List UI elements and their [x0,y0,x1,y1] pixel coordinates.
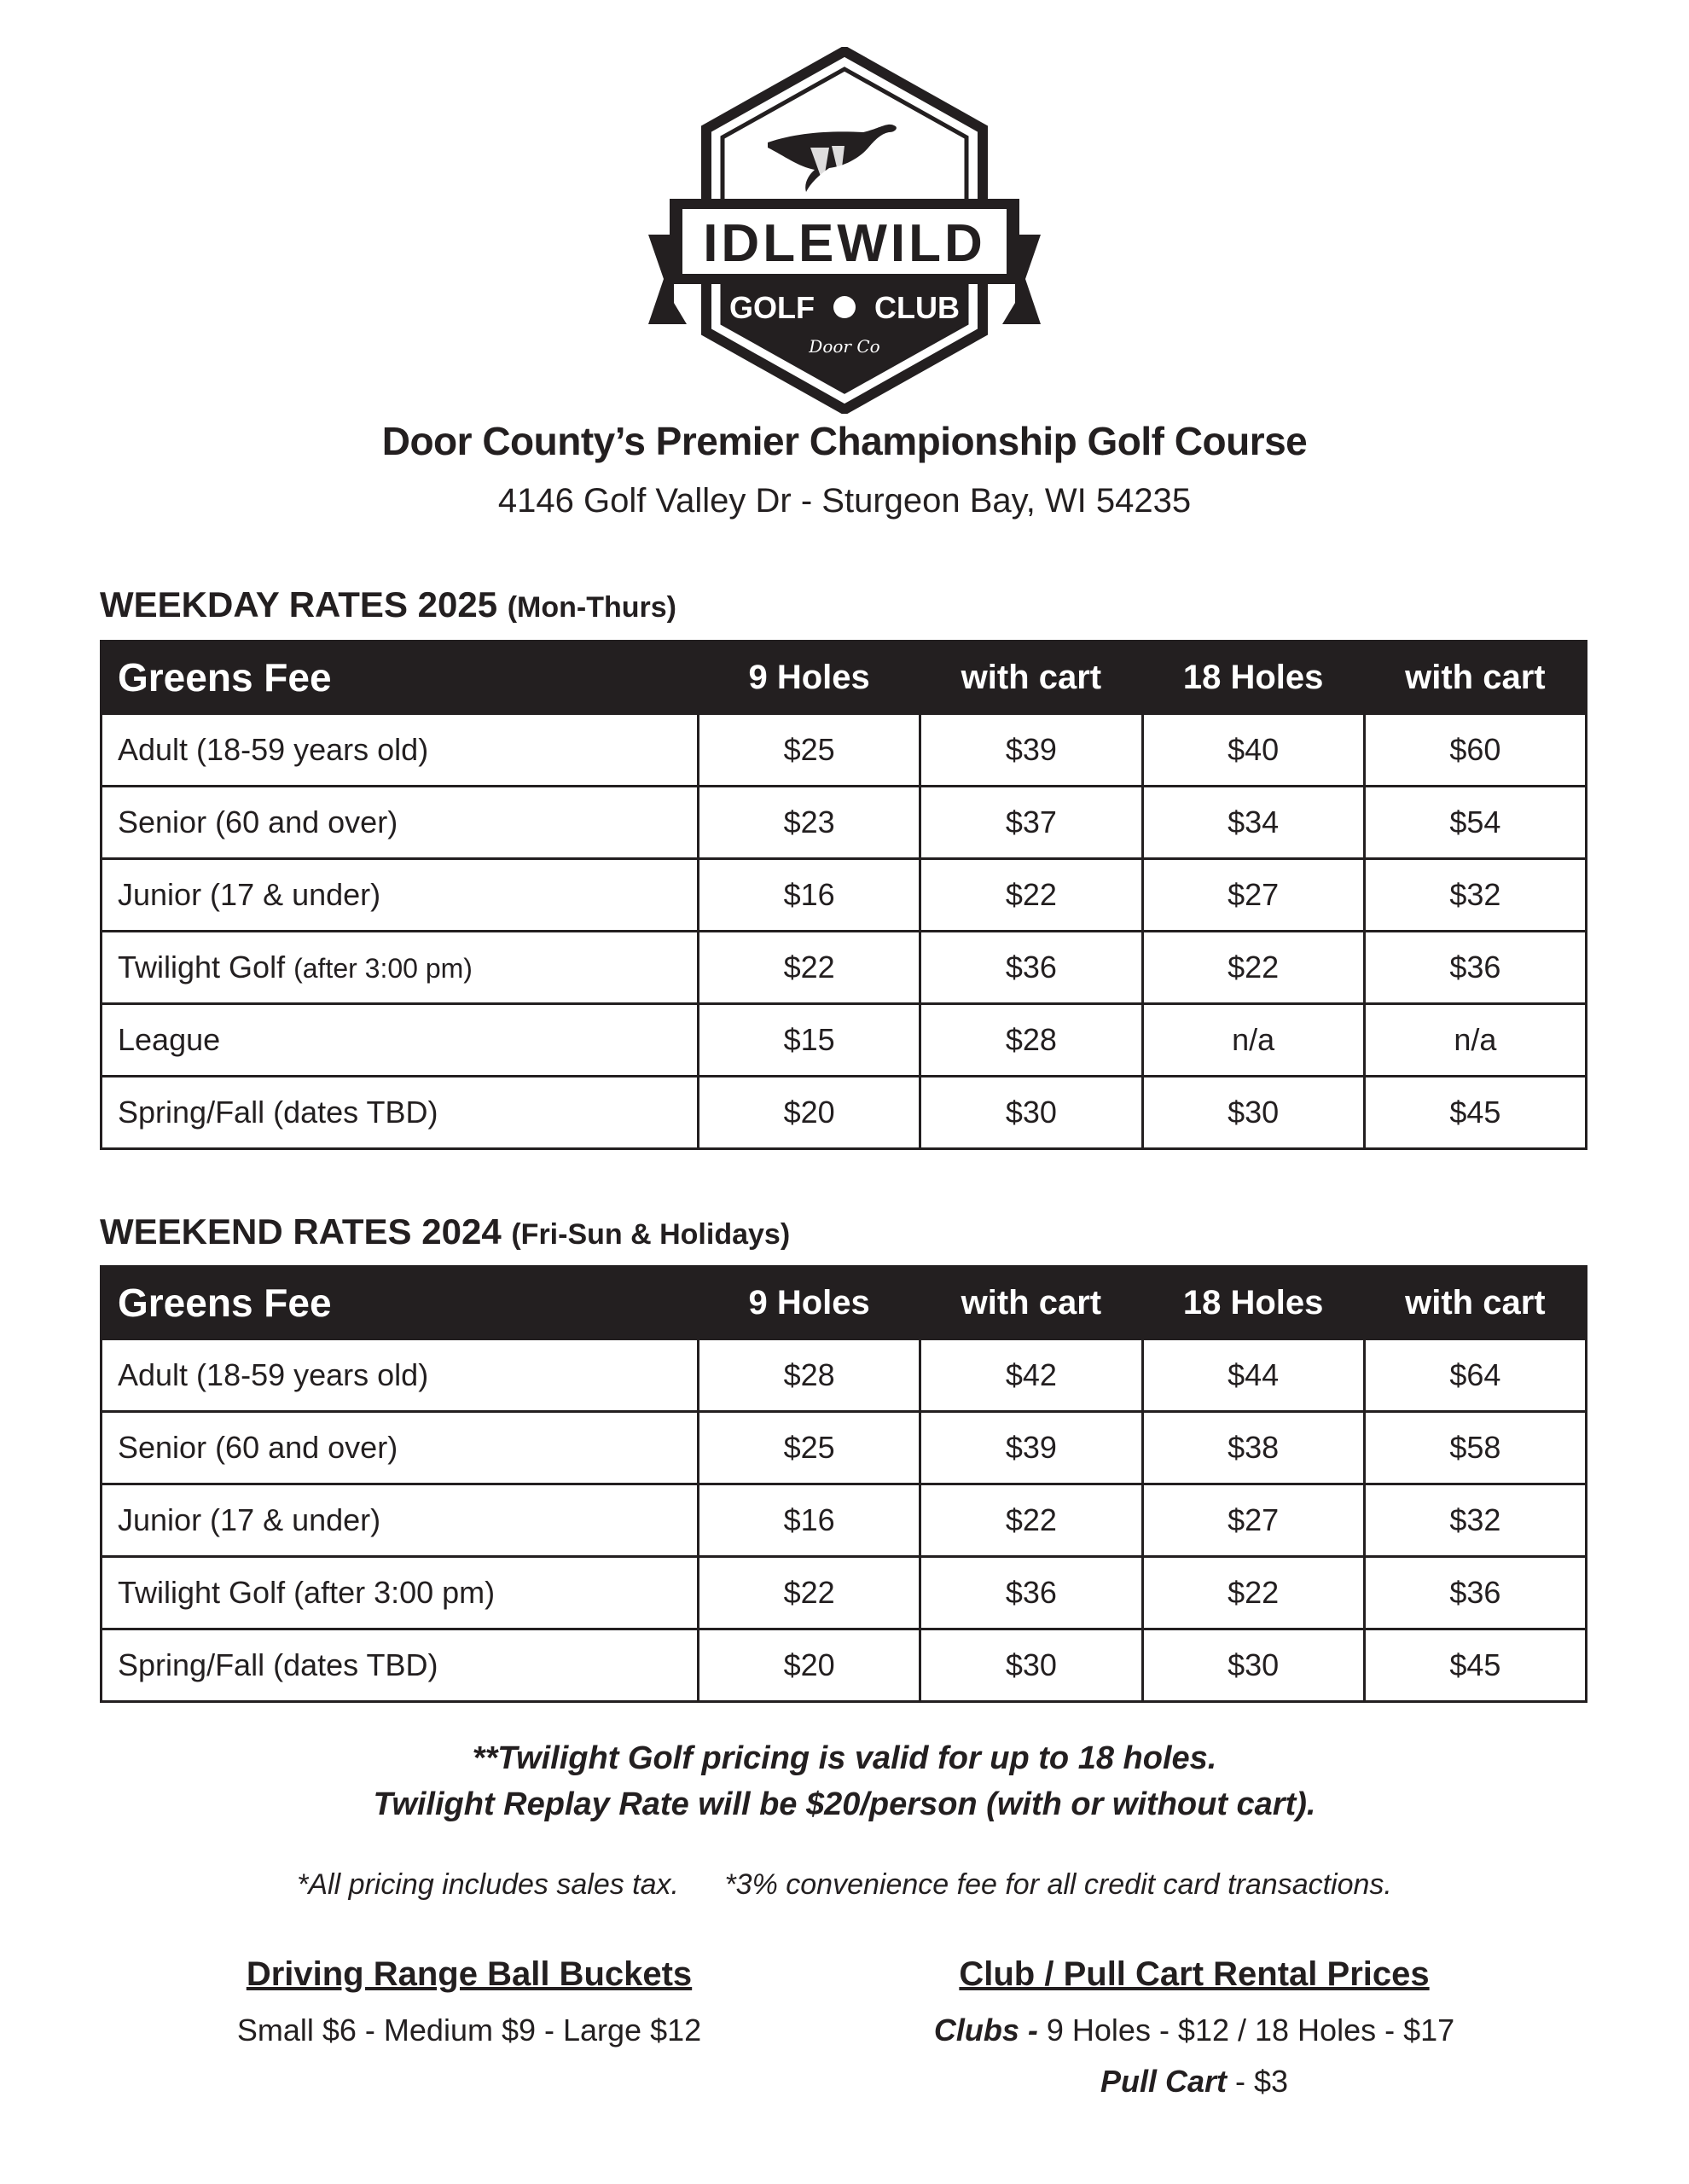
clubs-prices: 9 Holes - $12 / 18 Holes - $17 [1046,2013,1455,2048]
price-cell: $22 [699,1557,920,1629]
header-greens-fee: Greens Fee [102,1267,699,1339]
driving-range-prices: Small $6 - Medium $9 - Large $12 [236,2013,702,2048]
table-row [102,1004,1587,1077]
logo-golf: GOLF [729,290,815,325]
price-cell: $42 [920,1339,1142,1412]
table-row [102,932,1587,1004]
weekend-subtitle: (Fri-Sun & Holidays) [511,1218,791,1251]
price-cell: $39 [920,714,1142,787]
driving-range-block [179,1955,759,2048]
golf-ball-icon [833,296,856,318]
header-greens-fee: Greens Fee [102,642,699,714]
price-cell: $16 [699,859,920,932]
row-label: Junior (17 & under) [102,859,699,932]
price-cell: $25 [699,714,920,787]
price-cell: $60 [1364,714,1586,787]
header-18-holes-cart: with cart [1364,642,1586,714]
rental-block [870,1955,1518,2100]
tagline: Door County’s Premier Championship Golf Course [381,419,1308,463]
price-cell: $30 [920,1629,1142,1702]
price-cell: $15 [699,1004,920,1077]
price-cell: $58 [1364,1412,1586,1484]
price-cell: $25 [699,1412,920,1484]
price-cell: $54 [1364,787,1586,859]
price-cell: $22 [920,859,1142,932]
clubs-line [870,2013,1518,2048]
driving-range-title: Driving Range Ball Buckets [246,1955,693,1993]
rental-title: Club / Pull Cart Rental Prices [959,1955,1430,1993]
row-label: Adult (18-59 years old) [102,714,699,787]
price-cell: n/a [1364,1004,1586,1077]
weekend-title [100,1211,790,1252]
price-cell: $22 [699,932,920,1004]
price-cell: $36 [1364,932,1586,1004]
price-cell: $22 [920,1484,1142,1557]
price-cell: $44 [1142,1339,1364,1412]
twilight-note-2: Twilight Replay Rate will be $20/person (with or without cart). [373,1786,1316,1822]
price-cell: $39 [920,1412,1142,1484]
price-cell: $36 [1364,1557,1586,1629]
header-18-holes: 18 Holes [1142,642,1364,714]
table-row [102,1557,1587,1629]
header-18-holes-cart: with cart [1364,1267,1586,1339]
pull-cart-line [870,2064,1518,2100]
price-cell: $36 [920,932,1142,1004]
row-label: Senior (60 and over) [102,787,699,859]
table-row [102,859,1587,932]
price-cell: $64 [1364,1339,1586,1412]
row-label: Twilight Golf (after 3:00 pm) [102,1557,699,1629]
row-label: Twilight Golf (after 3:00 pm) [102,932,699,1004]
table-header-row [102,1267,1587,1339]
price-cell: $22 [1142,932,1364,1004]
table-row [102,714,1587,787]
price-cell: $45 [1364,1077,1586,1149]
table-row [102,1412,1587,1484]
price-cell: $30 [1142,1629,1364,1702]
header-9-holes-cart: with cart [920,1267,1142,1339]
price-cell: $37 [920,787,1142,859]
price-cell: $32 [1364,1484,1586,1557]
header-9-holes-cart: with cart [920,642,1142,714]
weekend-title-text: WEEKEND RATES 2024 [100,1211,502,1252]
tax-note: *All pricing includes sales tax. [297,1868,679,1901]
row-label: Junior (17 & under) [102,1484,699,1557]
price-cell: $28 [699,1339,920,1412]
table-row [102,1629,1587,1702]
clubs-label: Clubs - [933,2013,1038,2048]
table-header-row [102,642,1587,714]
table-row [102,1339,1587,1412]
fine-print [0,1868,1689,1902]
row-label: Senior (60 and over) [102,1412,699,1484]
price-cell: $30 [1142,1077,1364,1149]
row-note: (after 3:00 pm) [293,953,473,984]
twilight-note-1: **Twilight Golf pricing is valid for up to 18 holes. [472,1740,1217,1776]
idlewild-logo-emblem [640,47,1049,414]
price-cell: $27 [1142,1484,1364,1557]
pull-cart-price: - $3 [1235,2064,1289,2099]
row-label: Spring/Fall (dates TBD) [102,1629,699,1702]
price-cell: $34 [1142,787,1364,859]
pull-cart-label: Pull Cart [1100,2064,1227,2099]
price-cell: $20 [699,1077,920,1149]
price-cell: $20 [699,1629,920,1702]
price-cell: $22 [1142,1557,1364,1629]
logo-script: Door Co [809,336,880,357]
address: 4146 Golf Valley Dr - Sturgeon Bay, WI 54235 [497,482,1192,520]
weekend-rates-table [100,1265,1587,1703]
row-label: League [102,1004,699,1077]
logo-name: IDLEWILD [703,214,986,273]
price-cell: $45 [1364,1629,1586,1702]
logo [0,47,1689,422]
weekday-title [100,584,676,625]
logo-club: CLUB [874,290,960,325]
price-cell: $38 [1142,1412,1364,1484]
fee-note: *3% convenience fee for all credit card transactions. [724,1868,1392,1901]
price-cell: $16 [699,1484,920,1557]
row-label: Spring/Fall (dates TBD) [102,1077,699,1149]
price-cell: $36 [920,1557,1142,1629]
table-row [102,1077,1587,1149]
weekday-rates-table [100,640,1587,1150]
header-18-holes: 18 Holes [1142,1267,1364,1339]
price-cell: $32 [1364,859,1586,932]
weekday-subtitle: (Mon-Thurs) [507,591,677,624]
table-row [102,787,1587,859]
price-cell: $40 [1142,714,1364,787]
row-label: Adult (18-59 years old) [102,1339,699,1412]
price-cell: n/a [1142,1004,1364,1077]
price-cell: $23 [699,787,920,859]
header-9-holes: 9 Holes [699,642,920,714]
price-cell: $27 [1142,859,1364,932]
table-row [102,1484,1587,1557]
header-9-holes: 9 Holes [699,1267,920,1339]
price-cell: $28 [920,1004,1142,1077]
price-cell: $30 [920,1077,1142,1149]
weekday-title-text: WEEKDAY RATES 2025 [100,584,498,624]
